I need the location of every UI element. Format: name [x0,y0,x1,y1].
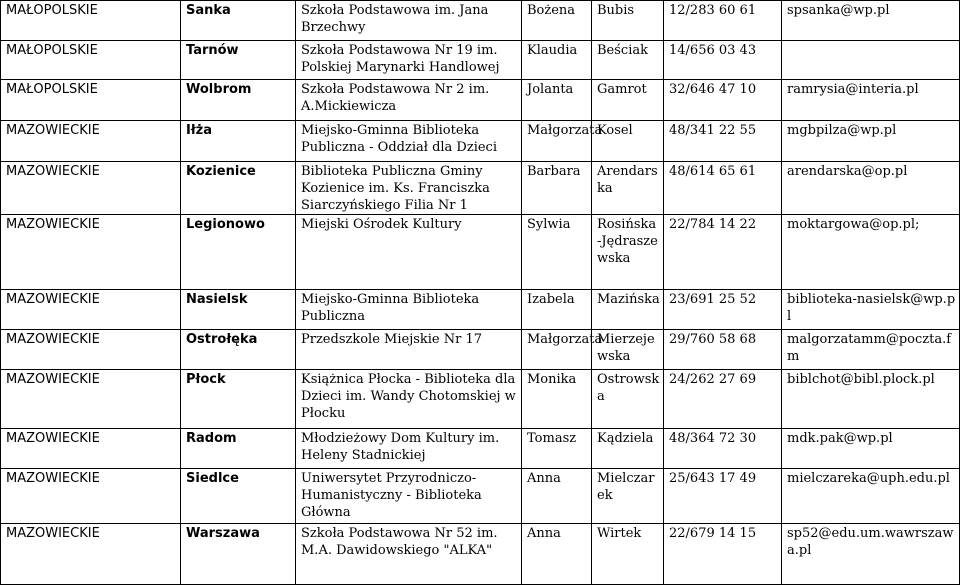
phone-cell: 22/784 14 22 [664,215,782,290]
email-cell: mdk.pak@wp.pl [782,429,960,469]
phone-cell: 12/283 60 61 [664,1,782,41]
institution-cell: Szkoła Podstawowa Nr 19 im. Polskiej Marynarki Handlowej [296,41,522,80]
last-name-cell: Kosel [592,121,664,162]
city-cell: Legionowo [181,215,296,290]
region-cell: MAZOWIECKIE [1,215,181,290]
city-cell: Sanka [181,1,296,41]
city-cell: Radom [181,429,296,469]
city-cell: Płock [181,370,296,429]
phone-cell: 32/646 47 10 [664,80,782,121]
region-cell: MAZOWIECKIE [1,469,181,524]
first-name-cell: Barbara [522,162,592,215]
region-cell: MAZOWIECKIE [1,429,181,469]
email-cell: ramrysia@interia.pl [782,80,960,121]
institution-cell: Młodzieżowy Dom Kultury im. Heleny Stadnickiej [296,429,522,469]
first-name-cell: Anna [522,469,592,524]
region-cell: MAZOWIECKIE [1,162,181,215]
table-row [1,524,960,585]
region-cell: MAZOWIECKIE [1,370,181,429]
email-cell: malgorzatamm@poczta.fm [782,330,960,370]
region-cell: MAZOWIECKIE [1,330,181,370]
phone-cell: 25/643 17 49 [664,469,782,524]
phone-cell: 48/341 22 55 [664,121,782,162]
table-row [1,330,960,370]
table-row [1,215,960,290]
institution-cell: Biblioteka Publiczna Gminy Kozienice im. Ks. Franciszka Siarczyńskiego Filia Nr 1 [296,162,522,215]
institution-cell: Szkoła Podstawowa Nr 52 im. M.A. Dawidowskiego "ALKA" [296,524,522,585]
first-name-cell: Monika [522,370,592,429]
table-row [1,41,960,80]
phone-cell: 14/656 03 43 [664,41,782,80]
email-cell: moktargowa@op.pl; [782,215,960,290]
phone-cell: 29/760 58 68 [664,330,782,370]
city-cell: Nasielsk [181,290,296,330]
last-name-cell: Gamrot [592,80,664,121]
institution-cell: Miejsko-Gminna Biblioteka Publiczna - Oddział dla Dzieci [296,121,522,162]
first-name-cell: Bożena [522,1,592,41]
institution-cell: Szkoła Podstawowa Nr 2 im. A.Mickiewicza [296,80,522,121]
phone-cell: 23/691 25 52 [664,290,782,330]
last-name-cell: Mierzejewska [592,330,664,370]
city-cell: Ostrołęka [181,330,296,370]
first-name-cell: Tomasz [522,429,592,469]
city-cell: Tarnów [181,41,296,80]
region-cell: MAZOWIECKIE [1,524,181,585]
email-cell: sp52@edu.um.wawrszawa.pl [782,524,960,585]
last-name-cell: Mazińska [592,290,664,330]
city-cell: Iłża [181,121,296,162]
email-cell: mielczareka@uph.edu.pl [782,469,960,524]
institution-cell: Miejski Ośrodek Kultury [296,215,522,290]
phone-cell: 22/679 14 15 [664,524,782,585]
last-name-cell: Arendarska [592,162,664,215]
phone-cell: 24/262 27 69 [664,370,782,429]
email-cell [782,41,960,80]
table-row [1,80,960,121]
table-row [1,469,960,524]
region-cell: MAZOWIECKIE [1,121,181,162]
region-cell: MAŁOPOLSKIE [1,41,181,80]
institution-cell: Przedszkole Miejskie Nr 17 [296,330,522,370]
first-name-cell: Sylwia [522,215,592,290]
table-row [1,162,960,215]
region-cell: MAZOWIECKIE [1,290,181,330]
first-name-cell: Małgorzata [522,330,592,370]
table-row [1,290,960,330]
first-name-cell: Małgorzata [522,121,592,162]
first-name-cell: Anna [522,524,592,585]
phone-cell: 48/614 65 61 [664,162,782,215]
city-cell: Warszawa [181,524,296,585]
first-name-cell: Klaudia [522,41,592,80]
last-name-cell: Kądziela [592,429,664,469]
region-cell: MAŁOPOLSKIE [1,80,181,121]
last-name-cell: Beściak [592,41,664,80]
institution-cell: Uniwersytet Przyrodniczo-Humanistyczny - Biblioteka Główna [296,469,522,524]
institution-cell: Szkoła Podstawowa im. Jana Brzechwy [296,1,522,41]
email-cell: mgbpilza@wp.pl [782,121,960,162]
email-cell: spsanka@wp.pl [782,1,960,41]
city-cell: Siedlce [181,469,296,524]
email-cell: biblioteka-nasielsk@wp.pl [782,290,960,330]
email-cell: arendarska@op.pl [782,162,960,215]
last-name-cell: Mielczarek [592,469,664,524]
table-row [1,121,960,162]
first-name-cell: Jolanta [522,80,592,121]
last-name-cell: Bubis [592,1,664,41]
first-name-cell: Izabela [522,290,592,330]
email-cell: biblchot@bibl.plock.pl [782,370,960,429]
table-row [1,429,960,469]
last-name-cell: Wirtek [592,524,664,585]
city-cell: Wolbrom [181,80,296,121]
phone-cell: 48/364 72 30 [664,429,782,469]
last-name-cell: Ostrowska [592,370,664,429]
city-cell: Kozienice [181,162,296,215]
institution-cell: Książnica Płocka - Biblioteka dla Dzieci im. Wandy Chotomskiej w Płocku [296,370,522,429]
last-name-cell: Rosińska-Jędraszewska [592,215,664,290]
table-row [1,370,960,429]
institution-cell: Miejsko-Gminna Biblioteka Publiczna [296,290,522,330]
table-row [1,1,960,41]
contacts-table-body [1,1,960,585]
region-cell: MAŁOPOLSKIE [1,1,181,41]
